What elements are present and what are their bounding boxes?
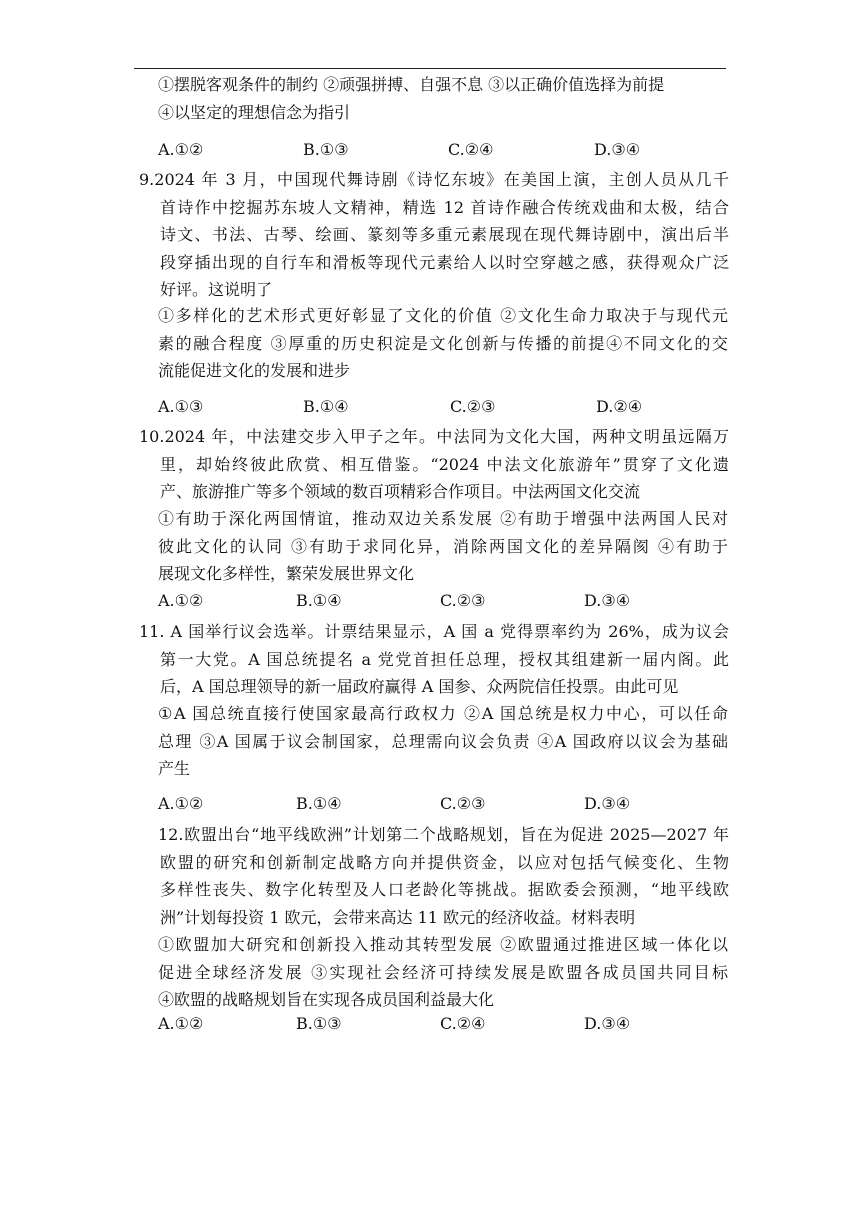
q11-options (158, 790, 728, 817)
option-d[interactable]: D.③④ (584, 591, 631, 610)
q9-options (158, 393, 728, 420)
option-a[interactable]: A.①③ (158, 397, 204, 416)
option-d[interactable]: D.③④ (594, 140, 641, 159)
option-b[interactable]: B.①④ (303, 397, 349, 416)
statement-line: ①摆脱客观条件的制约 ②顽强拼搏、自强不息 ③以正确价值选择为前提 (158, 75, 665, 94)
option-d[interactable]: D.②④ (596, 397, 643, 416)
q12-stem (139, 821, 729, 931)
option-b[interactable]: B.①④ (296, 794, 342, 813)
option-d[interactable]: D.③④ (584, 1014, 631, 1033)
statement-line: 促进全球经济发展 ③实现社会经济可持续发展是欧盟各成员国共同目标 (158, 962, 728, 982)
option-b[interactable]: B.①③ (303, 140, 349, 159)
stem-line: 诗文、书法、古琴、绘画、篆刻等多重元素展现在现代舞诗剧中，演出后半 (160, 225, 729, 244)
option-c[interactable]: C.②④ (440, 1014, 486, 1033)
q12-options (158, 1010, 728, 1037)
statement-line: ①多样化的艺术形式更好彰显了文化的价值 ②文化生命力取决于与现代元 (158, 306, 728, 325)
stem-line: 第一大党。A 国总统提名 a 党党首担任总理，授权其组建新一届内阁。此 (160, 649, 729, 669)
q8-options (158, 136, 728, 163)
stem-line: 欧盟的研究和创新制定战略方向并提供资金，以应对包括气候变化、生物 (160, 852, 729, 872)
option-a[interactable]: A.①② (158, 794, 204, 813)
option-a[interactable]: A.①② (158, 591, 204, 610)
statement-line: 彼此文化的认同 ③有助于求同化异，消除两国文化的差异隔阂 ④有助于 (158, 536, 728, 556)
statement-line: 展现文化多样性，繁荣发展世界文化 (158, 564, 415, 583)
option-b[interactable]: B.①③ (296, 1014, 342, 1033)
stem-line: 产、旅游推广等多个领域的数百项精彩合作项目。中法两国文化交流 (160, 482, 641, 501)
option-c[interactable]: C.②③ (440, 794, 486, 813)
stem-line: 段穿插出现的自行车和滑板等现代元素给人以时空穿越之感，获得观众广泛 (160, 252, 729, 272)
q8-statements (158, 71, 728, 126)
q12-statements (158, 931, 728, 1014)
stem-line: 多样性丧失、数字化转型及人口老龄化等挑战。据欧委会预测，“地平线欧 (160, 880, 729, 899)
stem-line: 10.2024 年，中法建交步入甲子之年。中法同为文化大国，两种文明虽远隔万 (139, 427, 729, 446)
stem-line: 里，却始终彼此欣赏、相互借鉴。“2024 中法文化旅游年”贯穿了文化遗 (160, 454, 729, 474)
q10-statements (158, 505, 728, 588)
statement-line: 流能促进文化的发展和进步 (158, 361, 351, 380)
stem-line: 9.2024 年 3 月，中国现代舞诗剧《诗忆东坡》在美国上演，主创人员从几千 (139, 170, 729, 189)
statement-line: ④以坚定的理想信念为指引 (158, 102, 351, 122)
q11-stem (139, 618, 729, 701)
statement-line: ④欧盟的战略规划旨在实现各成员国利益最大化 (158, 990, 495, 1009)
statement-line: 产生 (158, 759, 191, 778)
header-rule (134, 68, 726, 69)
stem-line: 洲”计划每投资 1 欧元，会带来高达 11 欧元的经济收益。材料表明 (160, 907, 636, 927)
stem-line: 后，A 国总理领导的新一届政府赢得 A 国参、众两院信任投票。由此可见 (160, 677, 679, 696)
q9-stem (139, 166, 729, 304)
statement-line: ①有助于深化两国情谊，推动双边关系发展 ②有助于增强中法两国人民对 (158, 509, 728, 528)
stem-line: 12.欧盟出台“地平线欧洲”计划第二个战略规划，旨在为促进 2025—2027 年 (158, 825, 729, 844)
option-a[interactable]: A.①② (158, 1014, 204, 1033)
q11-statements (158, 700, 728, 783)
option-a[interactable]: A.①② (158, 140, 204, 159)
statement-line: ①A 国总统直接行使国家最高行政权力 ②A 国总统是权力中心，可以任命 (158, 704, 728, 723)
q10-stem (139, 423, 729, 506)
stem-line: 11. A 国举行议会选举。计票结果显示，A 国 a 党得票率约为 26%，成为议会 (139, 622, 729, 641)
option-c[interactable]: C.②④ (448, 140, 494, 159)
stem-line: 好评。这说明了 (160, 280, 273, 299)
statement-line: 素的融合程度 ③厚重的历史积淀是文化创新与传播的前提④不同文化的交 (158, 333, 728, 353)
option-b[interactable]: B.①④ (296, 591, 342, 610)
q10-options (158, 587, 728, 614)
q9-statements (158, 302, 728, 385)
option-d[interactable]: D.③④ (584, 794, 631, 813)
statement-line: 总理 ③A 国属于议会制国家，总理需向议会负责 ④A 国政府以议会为基础 (158, 731, 728, 751)
option-c[interactable]: C.②③ (450, 397, 496, 416)
option-c[interactable]: C.②③ (440, 591, 486, 610)
statement-line: ①欧盟加大研究和创新投入推动其转型发展 ②欧盟通过推进区域一体化以 (158, 935, 728, 954)
stem-line: 首诗作中挖掘苏东坡人文精神，精选 12 首诗作融合传统戏曲和太极，结合 (160, 197, 729, 217)
